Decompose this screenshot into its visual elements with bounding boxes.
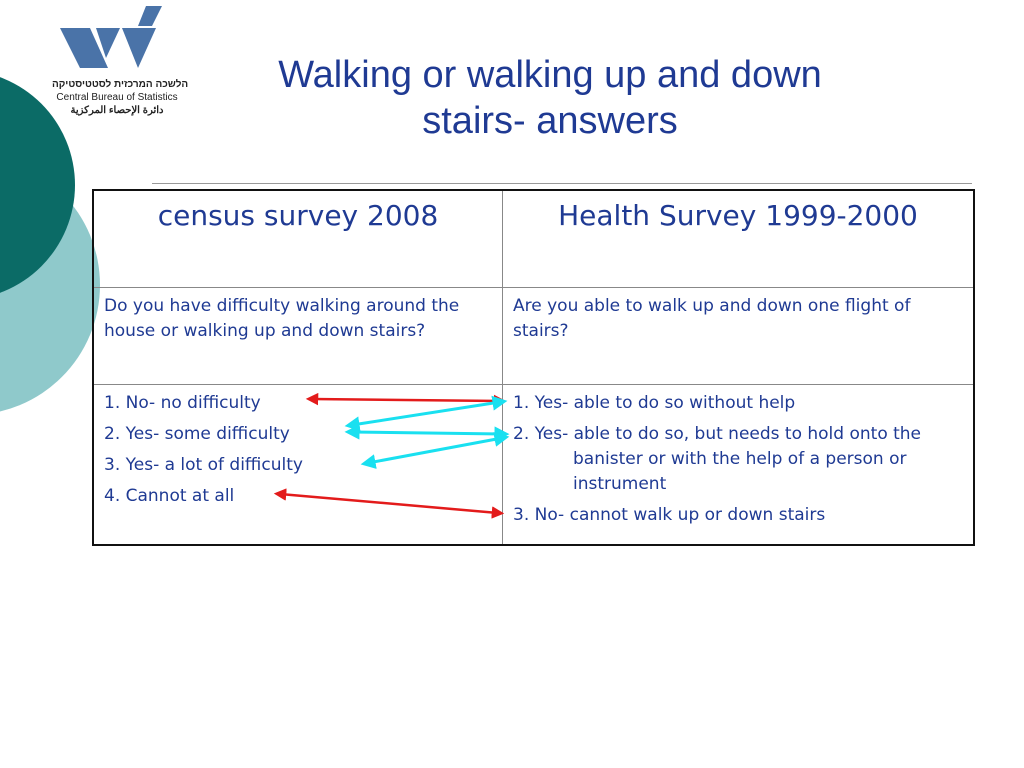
answers-census [93,385,503,546]
cbs-logo [52,6,189,121]
title-divider [152,183,972,184]
census-answer-2: 2. Yes- some difficulty [104,424,290,444]
answers-health [503,385,975,546]
health-answer-2: 2. Yes- able to do so, but needs to hold onto the banister or with the help of a person or instrument [513,424,922,494]
slide-title [200,52,900,144]
header-census: census survey 2008 [93,190,503,288]
cbs-logo-mark [60,6,164,76]
question-health: Are you able to walk up and down one flight of stairs? [503,288,975,385]
question-row [93,288,974,385]
title-line-1: Walking or walking up and down [278,54,822,96]
question-census: Do you have difficulty walking around the house or walking up and down stairs? [93,288,503,385]
title-line-2: stairs- answers [422,100,678,142]
health-answer-3: 3. No- cannot walk up or down stairs [513,505,826,525]
comparison-table [92,189,975,546]
census-answer-3: 3. Yes- a lot of difficulty [104,455,303,475]
census-answer-1: 1. No- no difficulty [104,393,261,413]
logo-hebrew-text: הלשכה המרכזית לסטטיסטיקה [52,79,189,90]
header-health: Health Survey 1999-2000 [503,190,975,288]
header-row [93,190,974,288]
health-answer-1: 1. Yes- able to do so without help [513,393,796,413]
answers-row [93,385,974,546]
census-answer-4: 4. Cannot at all [104,486,235,506]
logo-arabic-text: دائرة الإحصاء المركزية [70,105,164,116]
logo-english-text: Central Bureau of Statistics [56,92,178,103]
